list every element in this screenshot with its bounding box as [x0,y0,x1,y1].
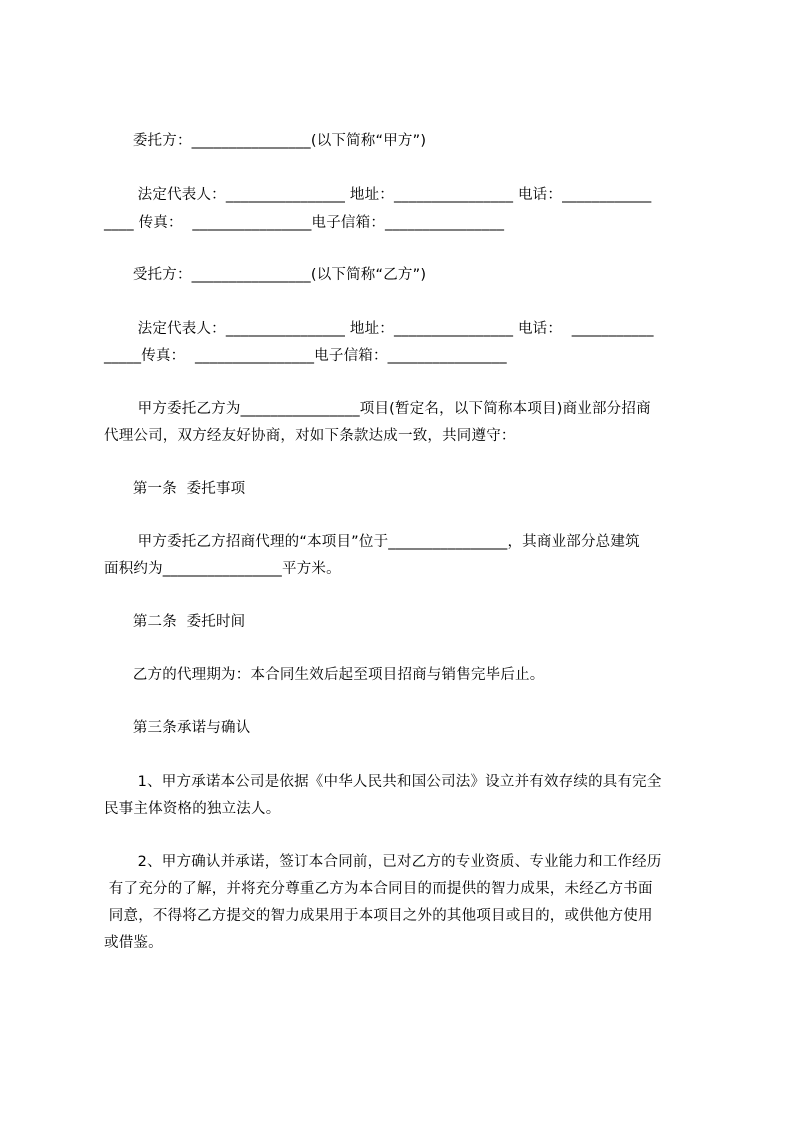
agent-party-line: 受托方：________________(以下简称“乙方”) [104,267,427,283]
client-party-line: 委托方：________________(以下简称“甲方”) [104,133,427,149]
clause-1-line-1: 1、甲方承诺本公司是依据《中华人民共和国公司法》设立并有效存续的具有完全 [104,774,662,790]
article-3-heading: 第三条承诺与确认 [104,720,251,736]
article-1-heading: 第一条 委托事项 [104,481,246,497]
article-1-text-line-1: 甲方委托乙方招商代理的“本项目”位于________________，其商业部分总建筑 [104,534,640,550]
clause-2-line-4: 或借鉴。 [104,935,163,951]
client-representative-line: 法定代表人：________________ 地址：________________ 电话：____________ [104,187,652,203]
intro-paragraph-line-1: 甲方委托乙方为________________项目(暂定名，以下简称本项目)商业部分招商 [104,401,651,417]
clause-2-line-2: 有了充分的了解，并将充分尊重乙方为本合同目的而提供的智力成果，未经乙方书面 [104,881,653,897]
clause-2-line-1: 2、甲方确认并承诺，签订本合同前，已对乙方的专业资质、专业能力和工作经历 [104,854,662,870]
agent-representative-line: 法定代表人：________________ 地址：________________ 电话： ___________ [104,321,654,337]
article-2-text: 乙方的代理期为：本合同生效后起至项目招商与销售完毕后止。 [104,667,545,683]
client-fax-email-line: ____ 传真： ________________电子信箱：________________ [104,215,505,231]
intro-paragraph-line-2: 代理公司，双方经友好协商，对如下条款达成一致，共同遵守： [104,428,516,444]
clause-1-line-2: 民事主体资格的独立法人。 [104,801,281,817]
article-1-text-line-2: 面积约为________________平方米。 [104,561,341,577]
agent-fax-email-line: _____传真： ________________电子信箱：________________ [104,348,507,364]
clause-2-line-3: 同意，不得将乙方提交的智力成果用于本项目之外的其他项目或目的，或供他方使用 [104,908,653,924]
article-2-heading: 第二条 委托时间 [104,614,246,630]
